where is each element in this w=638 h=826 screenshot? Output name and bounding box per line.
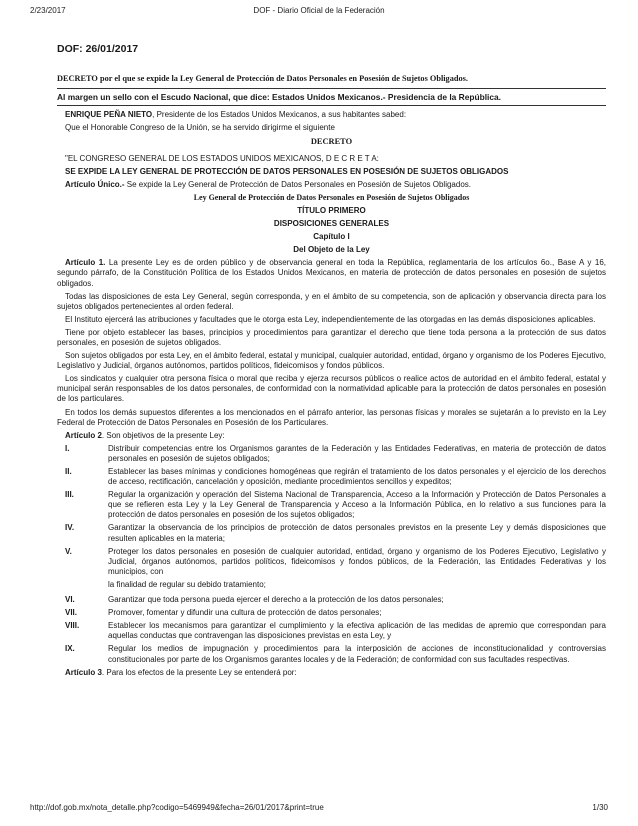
congress-line: Que el Honorable Congreso de la Unión, se ha servido dirigirme el siguiente <box>65 123 335 133</box>
titulo-name: DISPOSICIONES GENERALES <box>273 219 390 229</box>
article-1-text: La presente Ley es de orden público y de observancia general en toda la República, reglamentaria de los artículos 6o., Base A y 16, segundo párrafo, de la Constitución Política de los Estados Unidos Mexicanos, en materia de protección de datos personales en posesión de sujetos obligados. <box>57 258 606 288</box>
print-page-title: DOF - Diario Oficial de la Federación <box>253 6 385 15</box>
objective-number: VIII. <box>65 621 80 631</box>
doc-title: DOF: 26/01/2017 <box>57 43 139 55</box>
footer-url: http://dof.gob.mx/nota_detalle.php?codigo=5469949&fecha=26/01/2017&print=true <box>30 803 324 812</box>
president-name: ENRIQUE PEÑA NIETO <box>65 110 153 120</box>
objective-number: VII. <box>65 608 78 618</box>
margin-note: Al margen un sello con el Escudo Nacional, que dice: Estados Unidos Mexicanos.- Presidencia de la República. <box>57 92 606 106</box>
articulo-unico-label: Artículo Único.- <box>65 179 125 189</box>
objective-text: Proteger los datos personales en posesión de cualquier autoridad, entidad, órgano y organismo de los Poderes Ejecutivo, Legislativo y Judicial, órganos autónomos, partidos políticos, fideicomisos y fondos públicos, de la Federación, las Entidades Federativas y los municipios, con <box>108 546 606 576</box>
article-3-text: . Para los efectos de la presente Ley se entenderá por: <box>101 667 297 677</box>
objective-number: I. <box>65 443 70 453</box>
objective-number: III. <box>65 490 74 500</box>
objective-item <box>57 608 606 618</box>
articulo-unico <box>57 180 606 190</box>
paragraph: Los sindicatos y cualquier otra persona física o moral que reciba y ejerza recursos públicos o realice actos de autoridad en el ámbito federal, estatal y municipal serán responsables de los datos personales, de conformidad con la normatividad aplicable para la protección de datos personales en posesión de los particulares. <box>57 374 606 404</box>
article-2-label: Artículo 2 <box>65 430 102 440</box>
objective-text: Establecer las bases mínimas y condiciones homogéneas que regirán el tratamiento de los datos personales y el ejercicio de los derechos de acceso, rectificación, cancelación y oposición, mediante procedimientos sencillos y expeditos; <box>108 467 606 487</box>
objective-text: Garantizar la observancia de los principios de protección de datos personales previstos en la presente Ley y demás disposiciones que resulten aplicables en la materia; <box>108 523 606 543</box>
objective-number: VI. <box>65 595 75 605</box>
objective-text: Garantizar que toda persona pueda ejercer el derecho a la protección de los datos personales; <box>108 595 444 605</box>
objective-text: Regular la organización y operación del Sistema Nacional de Transparencia, Acceso a la Información y Protección de Datos Personales a que se refieren esta Ley y la Ley General de Transparencia y Acceso a la Información Pública, en lo relativo a sus funciones para la protección de datos personales en posesión de los sujetos obligados; <box>108 490 606 520</box>
capitulo-heading: Capítulo I <box>313 232 350 242</box>
objective-item <box>57 621 606 641</box>
expide-line: SE EXPIDE LA LEY GENERAL DE PROTECCIÓN DE DATOS PERSONALES EN POSESIÓN DE SUJETOS OBLIGADOS <box>65 166 509 176</box>
objective-text: Promover, fomentar y difundir una cultura de protección de datos personales; <box>108 608 382 618</box>
paragraph: Son sujetos obligados por esta Ley, en el ámbito federal, estatal y municipal, cualquier autoridad, entidad, órgano y organismo de los Poderes Ejecutivo, Legislativo y Judicial, órganos autónomos, partidos políticos, fideicomisos y fondos públicos. <box>57 351 606 371</box>
article-3-label: Artículo 3 <box>65 667 102 677</box>
objective-number: IV. <box>65 523 75 533</box>
objective-continuation: la finalidad de regular su debido tratamiento; <box>108 579 266 589</box>
print-header <box>0 6 638 18</box>
article-2 <box>57 431 606 441</box>
objective-number: IX. <box>65 644 75 654</box>
president-paragraph <box>57 110 606 120</box>
articulo-unico-text: Se expide la Ley General de Protección de Datos Personales en Posesión de Sujetos Obligados. <box>124 179 471 189</box>
page-number: 1/30 <box>592 803 608 812</box>
paragraph: En todos los demás supuestos diferentes a los mencionados en el párrafo anterior, las personas físicas y morales se sujetarán a lo previsto en la Ley Federal de Protección de Datos Personales en Posesión de los Particulares. <box>57 407 606 427</box>
decreto-label: DECRETO <box>310 137 353 147</box>
print-footer <box>0 803 638 815</box>
objective-item <box>57 595 606 605</box>
paragraph: El Instituto ejercerá las atribuciones y facultades que le otorga esta Ley, independientemente de las otorgadas en las demás disposiciones aplicables. <box>65 314 596 324</box>
objective-item <box>57 523 606 543</box>
objective-item <box>57 444 606 464</box>
president-text: , Presidente de los Estados Unidos Mexicanos, a sus habitantes sabed: <box>152 110 407 120</box>
paragraph: Todas las disposiciones de esta Ley General, según corresponda, y en el ámbito de su competencia, son de aplicación y observancia directa para los sujetos obligados pertenecientes al orden federal. <box>57 291 606 311</box>
document-body <box>57 44 606 681</box>
print-date: 2/23/2017 <box>30 6 66 15</box>
paragraph: Tiene por objeto establecer las bases, principios y procedimientos para garantizar el derecho que tiene toda persona a la protección de sus datos personales, en posesión de sujetos obligados. <box>57 327 606 347</box>
objective-text: Regular los medios de impugnación y procedimientos para la interposición de acciones de inconstitucionalidad y controversias constitucionales por parte de los Organismos garantes locales y de la Federación; de conformidad con sus facultades respectivas. <box>108 644 606 664</box>
objective-item <box>57 467 606 487</box>
objective-item <box>57 644 606 664</box>
objective-number: II. <box>65 467 72 476</box>
article-3 <box>57 668 606 678</box>
capitulo-name: Del Objeto de la Ley <box>293 245 370 255</box>
objective-text: Distribuir competencias entre los Organismos garantes de la Federación y las Entidades Federativas, en materia de protección de datos personales en posesión de sujetos obligados; <box>108 443 606 463</box>
decree-header: DECRETO por el que se expide la Ley General de Protección de Datos Personales en Posesión de Sujetos Obligados. <box>57 74 606 89</box>
article-1 <box>57 258 606 288</box>
law-title: Ley General de Protección de Datos Personales en Posesión de Sujetos Obligados <box>193 192 470 202</box>
article-2-text: . Son objetivos de la presente Ley: <box>101 430 225 440</box>
objective-item <box>57 547 606 577</box>
objective-item <box>57 490 606 520</box>
congress-decree: "EL CONGRESO GENERAL DE LOS ESTADOS UNIDOS MEXICANOS, D E C R E T A: <box>65 153 379 163</box>
titulo-heading: TÍTULO PRIMERO <box>297 205 366 215</box>
article-1-label: Artículo 1. <box>65 258 106 268</box>
objective-text: Establecer los mecanismos para garantizar el cumplimiento y la efectiva aplicación de las medidas de apremio que correspondan para aquellas conductas que contravengan las disposiciones previstas en esta Ley, y <box>108 621 606 641</box>
objective-number: V. <box>65 546 72 556</box>
